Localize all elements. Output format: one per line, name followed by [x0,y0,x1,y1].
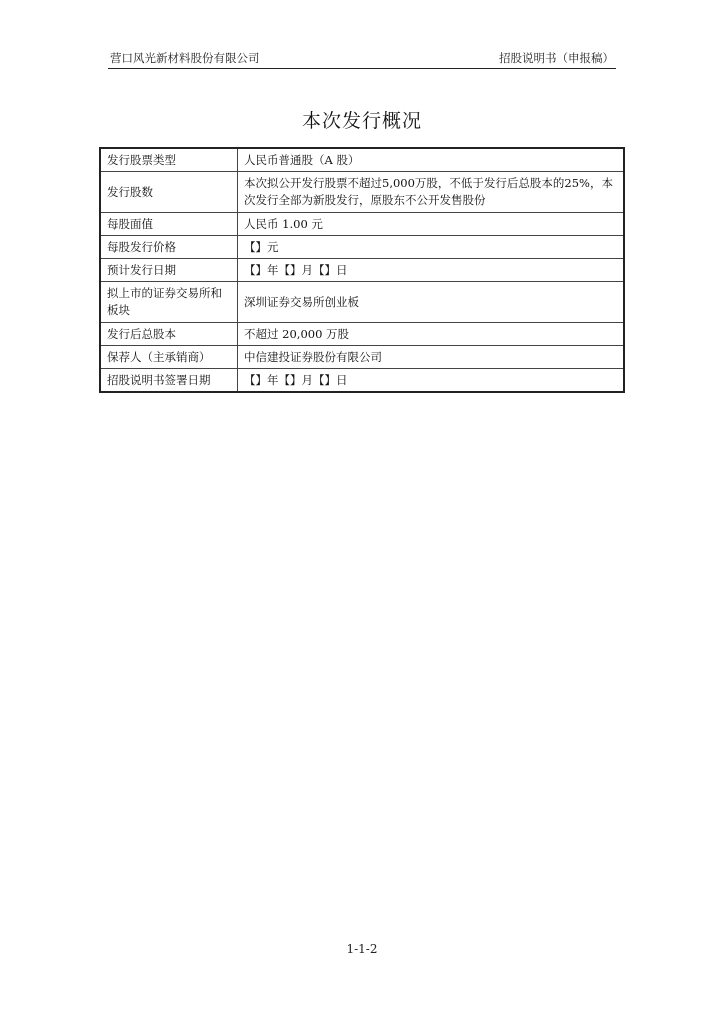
row-label: 发行股票类型 [100,148,238,172]
row-value: 本次拟公开发行股票不超过5,000万股，不低于发行后总股本的25%，本次发行全部为新股发行，原股东不公开发售股份 [238,172,625,213]
row-value: 人民币 1.00 元 [238,213,625,236]
table-row-issue-price [100,236,624,259]
row-value: 中信建投证券股份有限公司 [238,346,625,369]
row-label: 发行后总股本 [100,323,238,346]
header-company-name: 营口风光新材料股份有限公司 [110,51,260,65]
page-title: 本次发行概况 [301,110,422,132]
row-value: 深圳证券交易所创业板 [238,282,625,323]
table-row-par-value [100,213,624,236]
row-value: 不超过 20,000 万股 [238,323,625,346]
table-row-issue-date [100,259,624,282]
row-label: 招股说明书签署日期 [100,369,238,393]
row-value: 【】年【】月【】日 [238,369,625,393]
table-row-total-shares [100,323,624,346]
row-value: 人民币普通股（A 股） [238,148,625,172]
row-label: 每股面值 [100,213,238,236]
table-row-exchange [100,282,624,323]
header-document-type: 招股说明书（申报稿） [499,51,614,65]
table-row-stock-type [100,148,624,172]
issuance-overview-table [99,147,625,393]
page-number: 1-1-2 [346,942,378,956]
table-row-signing-date [100,369,624,393]
table-row-sponsor [100,346,624,369]
row-label: 预计发行日期 [100,259,238,282]
row-value: 【】年【】月【】日 [238,259,625,282]
row-label: 发行股数 [100,172,238,213]
row-label: 保荐人（主承销商） [100,346,238,369]
row-label: 每股发行价格 [100,236,238,259]
row-value: 【】元 [238,236,625,259]
page-header [108,48,616,69]
row-label: 拟上市的证券交易所和板块 [100,282,238,323]
table-row-share-count [100,172,624,213]
